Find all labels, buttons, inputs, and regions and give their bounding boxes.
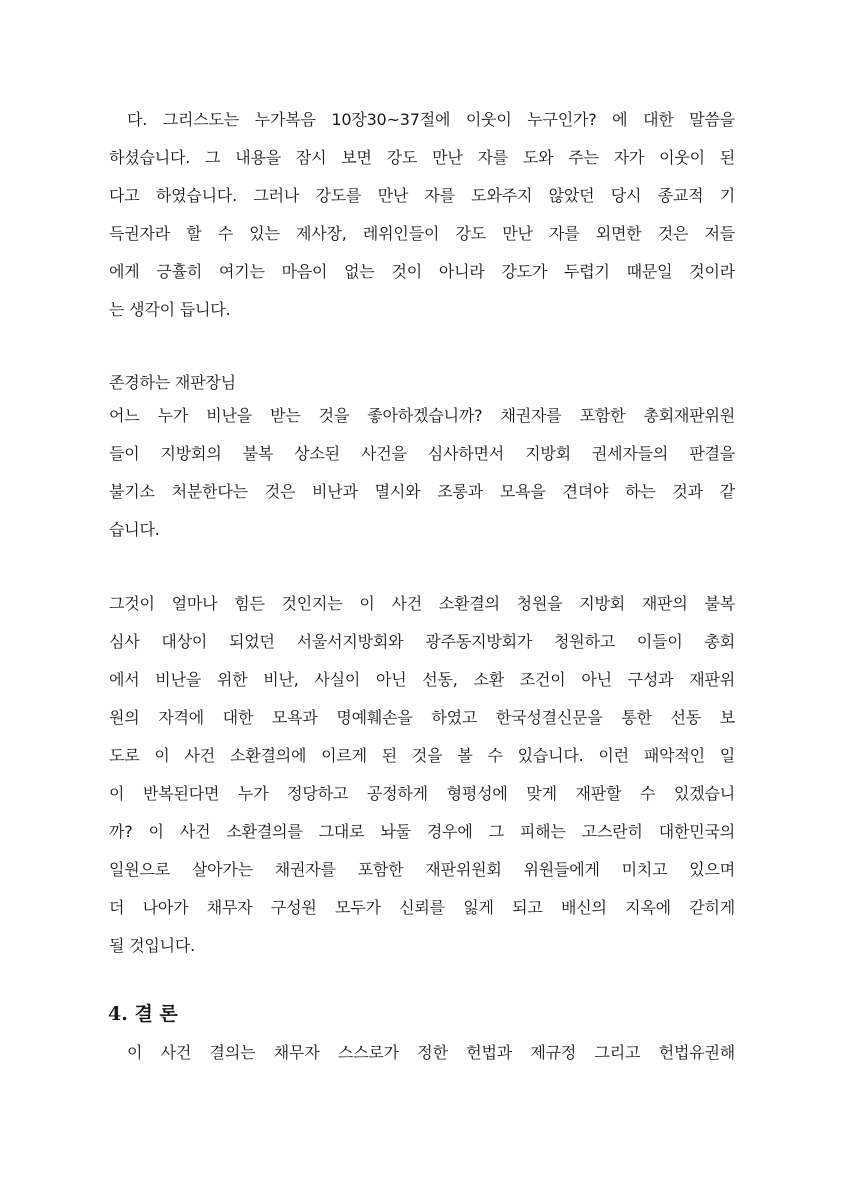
paragraph-line: 이 반복된다면 누가 정당하고 공정하게 형평성에 맞게 재판할 수 있겠습니 [109, 784, 735, 803]
paragraph-line: 하셨습니다. 그 내용을 잠시 보면 강도 만난 자를 도와 주는 자가 이웃이 된 [109, 148, 735, 167]
paragraph-line: 에서 비난을 위한 비난, 사실이 아닌 선동, 소환 조건이 아닌 구성과 재판위 [109, 670, 735, 689]
paragraph-line: 습니다. [109, 520, 160, 539]
paragraph-line: 더 나아가 채무자 구성원 모두가 신뢰를 잃게 되고 배신의 지옥에 갇히게 [109, 898, 735, 917]
paragraph-line: 까? 이 사건 소환결의를 그대로 놔둘 경우에 그 피해는 고스란히 대한민국의 [109, 822, 735, 841]
paragraph-line: 그것이 얼마나 힘든 것인지는 이 사건 소환결의 청원을 지방회 재판의 불복 [109, 594, 735, 613]
paragraph-line: 될 것입니다. [109, 936, 196, 955]
salutation: 존경하는 재판장님 [109, 373, 236, 392]
paragraph-line: 이 사건 결의는 채무자 스스로가 정한 헌법과 제규정 그리고 헌법유권해 [127, 1043, 735, 1062]
section-heading: 4. 결 론 [108, 1003, 178, 1025]
paragraph-line: 득권자라 할 수 있는 제사장, 레위인들이 강도 만난 자를 외면한 것은 저들 [109, 224, 735, 243]
paragraph-line: 일원으로 살아가는 채권자를 포함한 재판위원회 위원들에게 미치고 있으며 [109, 860, 735, 879]
paragraph-line: 에게 긍휼히 여기는 마음이 없는 것이 아니라 강도가 두렵기 때문일 것이라 [109, 262, 735, 281]
paragraph-line: 도로 이 사건 소환결의에 이르게 된 것을 볼 수 있습니다. 이런 패악적인 일 [109, 746, 735, 765]
paragraph-line: 심사 대상이 되었던 서울서지방회와 광주동지방회가 청원하고 이들이 총회 [109, 632, 735, 651]
paragraph-line: 원의 자격에 대한 모욕과 명예훼손을 하였고 한국성결신문을 통한 선동 보 [109, 708, 735, 727]
paragraph-line: 는 생각이 듭니다. [109, 300, 231, 319]
paragraph-line: 다. 그리스도는 누가복음 10장30~37절에 이웃이 누구인가? 에 대한 말씀을 [127, 110, 735, 129]
paragraph-line: 어느 누가 비난을 받는 것을 좋아하겠습니까? 채권자를 포함한 총회재판위원 [109, 406, 735, 425]
paragraph-line: 들이 지방회의 불복 상소된 사건을 심사하면서 지방회 권세자들의 판결을 [109, 444, 735, 463]
paragraph-line: 다고 하였습니다. 그러나 강도를 만난 자를 도와주지 않았던 당시 종교적 기 [109, 186, 735, 205]
paragraph-line: 불기소 처분한다는 것은 비난과 멸시와 조롱과 모욕을 견뎌야 하는 것과 같 [109, 482, 735, 501]
